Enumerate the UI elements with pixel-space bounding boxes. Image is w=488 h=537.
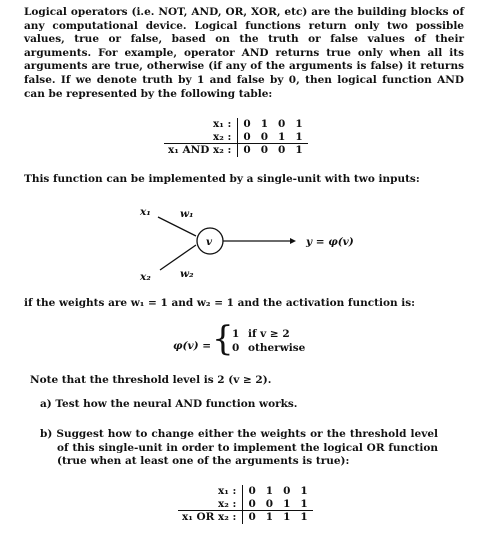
- brace-icon: {: [212, 319, 234, 359]
- table-row: x₁ : 0 1 0 1: [164, 118, 308, 131]
- activation-lhs: φ(v) =: [173, 340, 211, 352]
- row-label: x₁ :: [164, 118, 238, 131]
- case2-value: 0: [232, 342, 240, 354]
- x1-label: x₁: [140, 206, 151, 218]
- table-row: x₁ OR x₂ : 0 1 1 1: [178, 511, 313, 524]
- node-label: v: [206, 236, 213, 248]
- part-b: b) Suggest how to change either the weights or the threshold level of this single-unit in order to implement the logical OR function (true when at least one of the arguments is true):: [40, 428, 438, 468]
- table-row: x₂ : 0 0 1 1: [164, 131, 308, 144]
- input-edge-2: [160, 245, 196, 270]
- case2-condition: otherwise: [248, 342, 306, 354]
- case1-value: 1: [232, 328, 240, 340]
- case1-condition: if v ≥ 2: [248, 328, 290, 340]
- threshold-note: Note that the threshold level is 2 (v ≥ 2).: [30, 374, 272, 386]
- intro-paragraph: Logical operators (i.e. NOT, AND, OR, XOR, etc) are the building blocks of any computational device. Logical functions return only two possible values, true or false, based on the truth or false values of their arguments. For example, operator AND returns true only when all its arguments are true, otherwise (if any of the arguments is false) it returns false. If we denote truth by 1 and false by 0, then logical function AND can be represented by the following table:: [24, 6, 464, 100]
- row-label: x₁ AND x₂ :: [164, 144, 238, 157]
- w2-label: w₂: [180, 268, 194, 280]
- x2-label: x₂: [140, 271, 151, 283]
- or-truth-table: [178, 485, 313, 524]
- output-label: y = φ(v): [306, 236, 354, 248]
- neuron-diagram: [0, 195, 488, 295]
- row-label: x₁ :: [178, 485, 243, 498]
- and-truth-table: [164, 118, 308, 157]
- implementation-text: This function can be implemented by a single-unit with two inputs:: [24, 173, 420, 185]
- table-row: x₁ : 0 1 0 1: [178, 485, 313, 498]
- row-label: x₁ OR x₂ :: [178, 511, 243, 524]
- row-label: x₂ :: [164, 131, 238, 144]
- w1-label: w₁: [180, 208, 194, 220]
- part-b-block: [40, 428, 438, 469]
- part-a: a) Test how the neural AND function works.: [40, 398, 298, 410]
- problem-sheet: [24, 6, 464, 101]
- weights-text: if the weights are w₁ = 1 and w₂ = 1 and the activation function is:: [24, 297, 416, 309]
- table-row: x₁ AND x₂ : 0 0 0 1: [164, 144, 308, 157]
- table-row: x₂ : 0 0 1 1: [178, 498, 313, 511]
- row-label: x₂ :: [178, 498, 243, 511]
- arrow-head-icon: [290, 238, 296, 244]
